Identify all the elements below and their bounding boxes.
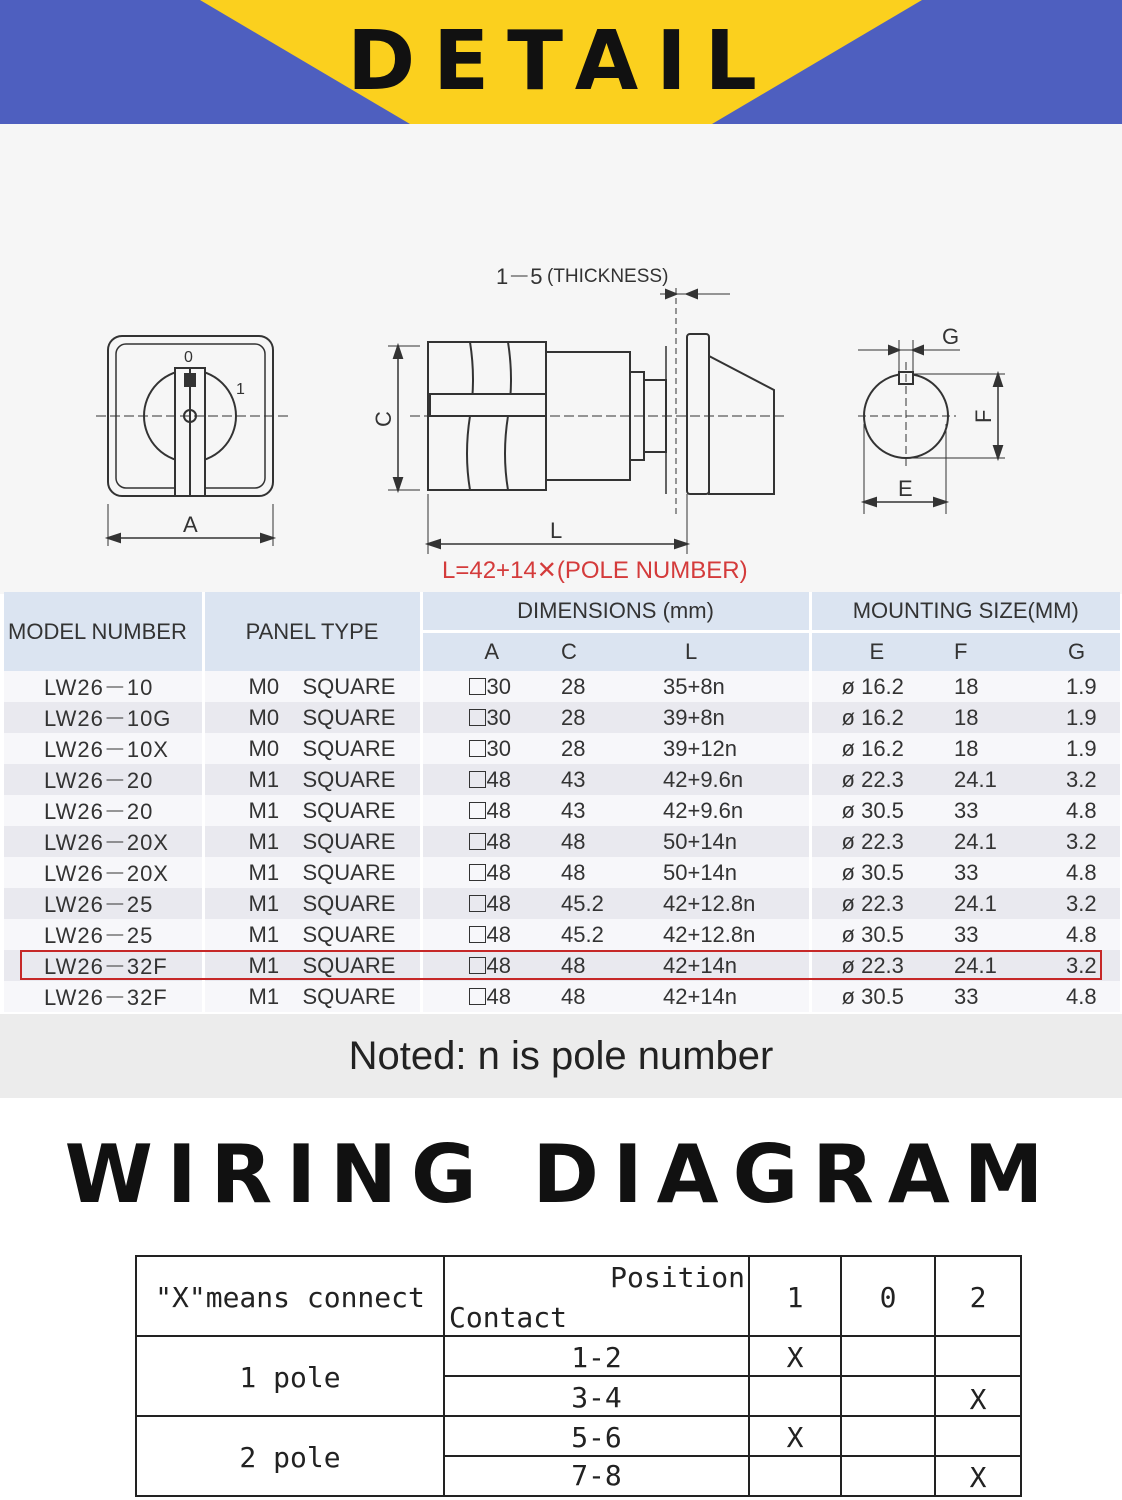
mount-g: 4.8 <box>1024 857 1120 888</box>
mount-e: ø 30.5 <box>810 981 934 1012</box>
dim-l: 42+12.8n <box>639 888 810 919</box>
mount-e: ø 16.2 <box>810 733 934 764</box>
mount-g: 3.2 <box>1024 764 1120 795</box>
thickness-note: (THICKNESS) <box>547 266 669 287</box>
mount-f: 24.1 <box>934 950 1024 981</box>
mount-e: ø 22.3 <box>810 888 934 919</box>
dim-l: 50+14n <box>639 857 810 888</box>
dim-c: 45.2 <box>561 919 639 950</box>
dim-a-value: 48 <box>486 797 511 823</box>
mount-g: 3.2 <box>1024 826 1120 857</box>
contact-3-4: 3-4 <box>571 1381 622 1414</box>
panel-type <box>203 826 421 857</box>
square-icon <box>469 833 486 850</box>
square-icon <box>469 740 486 757</box>
contact-7-8: 7-8 <box>571 1459 622 1492</box>
panel-shape: SQUARE <box>302 766 396 792</box>
dim-l: 35+8n <box>639 671 810 702</box>
mount-g: 4.8 <box>1024 795 1120 826</box>
mount-e: ø 16.2 <box>810 702 934 733</box>
mount-e: ø 30.5 <box>810 919 934 950</box>
panel-shape: SQUARE <box>302 859 396 885</box>
mount-f: 33 <box>934 981 1024 1012</box>
header-f: F <box>934 632 1024 672</box>
model-number: LW26－20X <box>4 826 203 857</box>
dim-a <box>421 671 561 702</box>
wiring-group-1pole: 1 pole <box>239 1361 341 1394</box>
spec-row <box>4 795 1120 826</box>
panel-size: M1 <box>248 797 280 823</box>
panel-size: M1 <box>248 983 280 1009</box>
panel-shape: SQUARE <box>302 735 396 761</box>
dim-l: 42+9.6n <box>639 795 810 826</box>
spec-row <box>4 981 1120 1012</box>
square-icon <box>469 771 486 788</box>
dim-a-value: 48 <box>486 921 511 947</box>
panel-type <box>203 764 421 795</box>
panel-size: M1 <box>248 921 280 947</box>
dim-a <box>421 795 561 826</box>
dim-l: 42+14n <box>639 950 810 981</box>
dim-c: 28 <box>561 702 639 733</box>
dim-a-value: 48 <box>486 890 511 916</box>
wiring-position-0: 0 <box>879 1281 897 1314</box>
mount-f: 33 <box>934 857 1024 888</box>
label-a: A <box>183 512 198 537</box>
mount-e: ø 22.3 <box>810 764 934 795</box>
highlight-row-box <box>20 950 1102 980</box>
wiring-group-2pole: 2 pole <box>239 1441 341 1474</box>
model-number: LW26－25 <box>4 919 203 950</box>
panel-shape: SQUARE <box>302 673 396 699</box>
length-formula: L=42+14✕(POLE NUMBER) <box>442 557 748 584</box>
model-number: LW26－20 <box>4 795 203 826</box>
panel-size: M1 <box>248 766 280 792</box>
mount-f: 24.1 <box>934 888 1024 919</box>
panel-size: M0 <box>248 704 280 730</box>
dim-a <box>421 702 561 733</box>
header-dimensions: DIMENSIONS (mm) <box>421 592 810 632</box>
dim-a <box>421 826 561 857</box>
spec-table <box>4 592 1120 1012</box>
label-c: C <box>371 411 396 427</box>
mount-f: 33 <box>934 919 1024 950</box>
dim-a-value: 30 <box>486 704 511 730</box>
model-number: LW26－32F <box>4 981 203 1012</box>
mount-f: 18 <box>934 733 1024 764</box>
dim-a-value: 48 <box>486 859 511 885</box>
square-icon <box>469 678 486 695</box>
mount-e: ø 16.2 <box>810 671 934 702</box>
mount-f: 24.1 <box>934 764 1024 795</box>
dim-a-value: 48 <box>486 766 511 792</box>
mount-g: 1.9 <box>1024 671 1120 702</box>
mount-e: ø 30.5 <box>810 857 934 888</box>
mount-f: 18 <box>934 671 1024 702</box>
header-panel: PANEL TYPE <box>203 592 421 671</box>
panel-shape: SQUARE <box>302 828 396 854</box>
panel-type <box>203 671 421 702</box>
dim-a-value: 30 <box>486 735 511 761</box>
panel-type <box>203 795 421 826</box>
model-number: LW26－10 <box>4 671 203 702</box>
square-icon <box>469 802 486 819</box>
spec-row <box>4 826 1120 857</box>
spec-row <box>4 888 1120 919</box>
header-e: E <box>810 632 934 672</box>
wiring-position-1: 1 <box>786 1281 804 1314</box>
dim-c: 43 <box>561 795 639 826</box>
mark-5-6-pos1: X <box>786 1421 804 1454</box>
dim-a-value: 30 <box>486 673 511 699</box>
square-icon <box>469 895 486 912</box>
dim-a-value: 48 <box>486 828 511 854</box>
model-number: LW26－20X <box>4 857 203 888</box>
mount-g: 4.8 <box>1024 919 1120 950</box>
panel-shape: SQUARE <box>302 797 396 823</box>
mount-g: 1.9 <box>1024 702 1120 733</box>
panel-size: M1 <box>248 859 280 885</box>
spec-row <box>4 857 1120 888</box>
mark-3-4-pos2: X <box>969 1383 987 1416</box>
panel-shape: SQUARE <box>302 921 396 947</box>
panel-size: M0 <box>248 735 280 761</box>
panel-size: M1 <box>248 890 280 916</box>
wiring-title: WIRING DIAGRAM <box>64 1128 1058 1221</box>
label-g: G <box>942 324 960 349</box>
dim-c: 48 <box>561 950 639 981</box>
dim-l: 39+8n <box>639 702 810 733</box>
label-f: F <box>971 409 996 423</box>
dim-c: 28 <box>561 671 639 702</box>
dim-a-value: 48 <box>486 983 511 1009</box>
dim-l: 42+12.8n <box>639 919 810 950</box>
dim-l: 39+12n <box>639 733 810 764</box>
label-l: L <box>550 518 563 543</box>
panel-size: M1 <box>248 952 280 978</box>
dim-a-value: 48 <box>486 952 511 978</box>
square-icon <box>469 864 486 881</box>
panel-type <box>203 888 421 919</box>
spec-row <box>4 919 1120 950</box>
dim-a <box>421 764 561 795</box>
contact-5-6: 5-6 <box>571 1421 622 1454</box>
panel-shape: SQUARE <box>302 983 396 1009</box>
mount-e: ø 22.3 <box>810 826 934 857</box>
dim-l: 50+14n <box>639 826 810 857</box>
square-icon <box>469 709 486 726</box>
panel-size: M0 <box>248 673 280 699</box>
header-c: C <box>561 632 639 672</box>
wiring-legend: "X"means connect <box>155 1281 425 1314</box>
spec-row <box>4 671 1120 702</box>
thickness-range: 1－5 <box>496 264 543 289</box>
mount-e: ø 22.3 <box>810 950 934 981</box>
panel-type <box>203 733 421 764</box>
mount-g: 3.2 <box>1024 950 1120 981</box>
mount-g: 1.9 <box>1024 733 1120 764</box>
wiring-contact-label: Contact <box>449 1301 568 1334</box>
header-model: MODEL NUMBER <box>4 592 203 671</box>
mark-7-8-pos2: X <box>969 1461 987 1494</box>
mount-g: 3.2 <box>1024 888 1120 919</box>
model-number: LW26－20 <box>4 764 203 795</box>
header-l: L <box>639 632 810 672</box>
knob-position-0: 0 <box>184 349 193 366</box>
contact-1-2: 1-2 <box>571 1341 622 1374</box>
dim-c: 48 <box>561 826 639 857</box>
wiring-position-label: Position <box>610 1261 745 1294</box>
dim-l: 42+14n <box>639 981 810 1012</box>
pole-note: Noted: n is pole number <box>348 1034 774 1078</box>
dimension-drawing <box>0 124 1122 594</box>
knob-side <box>709 356 774 494</box>
page-title: DETAIL <box>347 14 775 109</box>
dim-c: 48 <box>561 857 639 888</box>
panel-type <box>203 857 421 888</box>
mount-e: ø 30.5 <box>810 795 934 826</box>
header-mounting: MOUNTING SIZE(MM) <box>810 592 1120 632</box>
dim-c: 48 <box>561 981 639 1012</box>
mount-f: 33 <box>934 795 1024 826</box>
mark-1-2-pos1: X <box>786 1341 804 1374</box>
dim-c: 45.2 <box>561 888 639 919</box>
label-e: E <box>898 476 913 501</box>
spec-row <box>4 733 1120 764</box>
model-number: LW26－25 <box>4 888 203 919</box>
front-bezel <box>687 334 709 494</box>
dim-a <box>421 981 561 1012</box>
dim-c: 43 <box>561 764 639 795</box>
mount-f: 24.1 <box>934 826 1024 857</box>
header-a: A <box>421 632 561 672</box>
dim-a <box>421 888 561 919</box>
square-icon <box>469 988 486 1005</box>
panel-shape: SQUARE <box>302 704 396 730</box>
dim-l: 42+9.6n <box>639 764 810 795</box>
model-number: LW26－10X <box>4 733 203 764</box>
panel-type <box>203 702 421 733</box>
mount-f: 18 <box>934 702 1024 733</box>
panel-size: M1 <box>248 828 280 854</box>
panel-type <box>203 981 421 1012</box>
spec-row <box>4 702 1120 733</box>
panel-shape: SQUARE <box>302 890 396 916</box>
square-icon <box>469 926 486 943</box>
model-number: LW26－10G <box>4 702 203 733</box>
knob-position-1: 1 <box>236 381 245 398</box>
dim-a <box>421 919 561 950</box>
dim-a <box>421 857 561 888</box>
model-number: LW26－32F <box>4 950 203 981</box>
header-g: G <box>1024 632 1120 672</box>
dim-a <box>421 733 561 764</box>
spec-row <box>4 764 1120 795</box>
mount-g: 4.8 <box>1024 981 1120 1012</box>
panel-shape: SQUARE <box>302 952 396 978</box>
wiring-position-2: 2 <box>969 1281 987 1314</box>
wiring-table <box>135 1255 1022 1497</box>
panel-type <box>203 919 421 950</box>
dim-c: 28 <box>561 733 639 764</box>
